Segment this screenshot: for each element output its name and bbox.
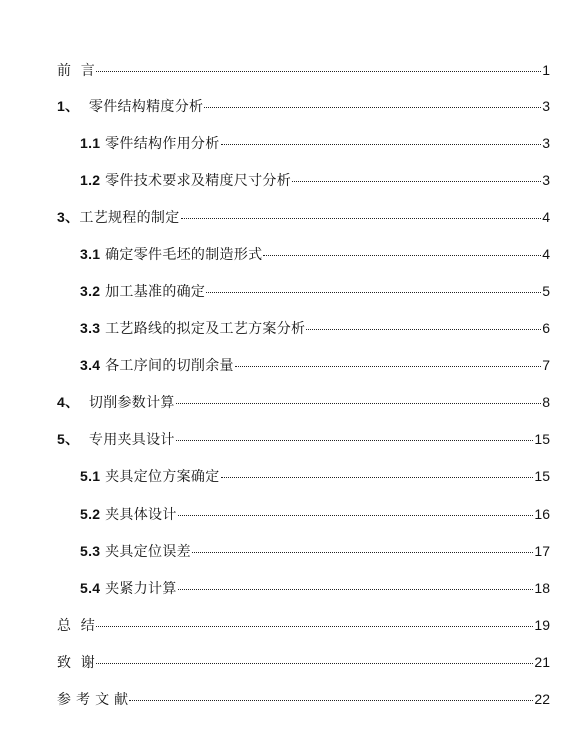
toc-entry-page: 7 <box>542 357 550 373</box>
toc-entry-text: 专用夹具设计 <box>79 432 175 448</box>
toc-entry-3[interactable] <box>57 207 550 227</box>
toc-entry-5-4[interactable] <box>80 578 550 598</box>
toc-entry-4[interactable] <box>57 392 550 412</box>
toc-entry-page: 4 <box>542 246 550 262</box>
toc-entry-3-2[interactable] <box>80 281 550 301</box>
toc-entry-title <box>80 281 205 302</box>
dot-leader <box>235 366 541 367</box>
toc-entry-preface[interactable] <box>57 60 550 80</box>
toc-entry-number: 5、 <box>57 431 80 447</box>
dot-leader <box>96 71 541 72</box>
toc-entry-acknowledgements[interactable] <box>57 652 550 672</box>
toc-entry-page: 18 <box>534 580 550 596</box>
toc-entry-text: 切削参数计算 <box>79 395 175 411</box>
toc-entry-page: 17 <box>534 543 550 559</box>
toc-entry-title <box>80 318 305 339</box>
toc-entry-title <box>80 133 220 154</box>
dot-leader <box>178 515 534 516</box>
toc-entry-title <box>80 578 177 599</box>
toc-entry-number: 5.2 <box>80 506 101 522</box>
dot-leader <box>178 589 534 590</box>
toc-entry-text: 零件结构精度分析 <box>79 99 204 115</box>
toc-entry-text: 夹具定位方案确定 <box>100 469 220 485</box>
toc-entry-5-2[interactable] <box>80 504 550 524</box>
toc-entry-text: 加工基准的确定 <box>100 284 206 300</box>
dot-leader <box>292 181 541 182</box>
toc-entry-number: 4、 <box>57 394 80 410</box>
toc-entry-page: 4 <box>542 209 550 225</box>
toc-entry-title <box>57 689 128 710</box>
toc-entry-page: 3 <box>542 172 550 188</box>
toc-entry-page: 15 <box>534 431 550 447</box>
dot-leader <box>263 255 541 256</box>
dot-leader <box>181 218 542 219</box>
toc-entry-text: 致 谢 <box>57 655 96 671</box>
toc-entry-text: 工艺路线的拟定及工艺方案分析 <box>100 321 306 337</box>
toc-entry-5-1[interactable] <box>80 466 550 486</box>
toc-entry-number: 1.2 <box>80 172 101 188</box>
toc-entry-text: 前 言 <box>57 63 96 79</box>
toc-entry-text: 夹紧力计算 <box>100 581 177 597</box>
toc-entry-number: 5.1 <box>80 468 101 484</box>
toc-entry-page: 5 <box>542 283 550 299</box>
toc-entry-page: 3 <box>542 98 550 114</box>
dot-leader <box>96 663 533 664</box>
toc-entry-1[interactable] <box>57 96 550 116</box>
toc-entry-number: 3、 <box>57 209 80 225</box>
dot-leader <box>96 626 533 627</box>
toc-entry-title <box>57 60 95 81</box>
toc-entry-number: 3.1 <box>80 246 101 262</box>
toc-entry-title <box>57 429 175 450</box>
toc-entry-title <box>80 504 177 525</box>
toc-entry-page: 16 <box>534 506 550 522</box>
toc-entry-number: 3.3 <box>80 320 101 336</box>
toc-entry-number: 1、 <box>57 98 80 114</box>
dot-leader <box>176 403 542 404</box>
toc-entry-title <box>80 170 291 191</box>
toc-entry-title <box>80 466 220 487</box>
toc-entry-title <box>80 355 234 376</box>
toc-entry-page: 8 <box>542 394 550 410</box>
toc-entry-page: 22 <box>534 691 550 707</box>
toc-entry-title <box>80 244 262 265</box>
toc-entry-number: 3.4 <box>80 357 101 373</box>
toc-entry-page: 6 <box>542 320 550 336</box>
toc-entry-5-3[interactable] <box>80 541 550 561</box>
dot-leader <box>192 552 533 553</box>
toc-entry-title <box>57 652 95 673</box>
toc-entry-text: 零件技术要求及精度尺寸分析 <box>100 173 292 189</box>
toc-entry-number: 5.3 <box>80 543 101 559</box>
toc-entry-text: 各工序间的切削余量 <box>100 358 234 374</box>
toc-entry-page: 1 <box>542 62 550 78</box>
toc-entry-text: 确定零件毛坯的制造形式 <box>100 247 263 263</box>
dot-leader <box>306 329 541 330</box>
toc-entry-text: 夹具定位误差 <box>100 544 191 560</box>
toc-entry-1-1[interactable] <box>80 133 550 153</box>
toc-entry-title <box>57 392 175 413</box>
toc-entry-title <box>57 96 203 117</box>
toc-entry-summary[interactable] <box>57 615 550 635</box>
dot-leader <box>206 292 541 293</box>
toc-entry-text: 工艺规程的制定 <box>79 210 180 226</box>
toc-entry-page: 15 <box>534 468 550 484</box>
toc-entry-title <box>80 541 191 562</box>
dot-leader <box>221 477 534 478</box>
toc-entry-number: 3.2 <box>80 283 101 299</box>
toc-entry-3-3[interactable] <box>80 318 550 338</box>
toc-entry-page: 19 <box>534 617 550 633</box>
toc-entry-1-2[interactable] <box>80 170 550 190</box>
dot-leader <box>221 144 542 145</box>
toc-entry-title <box>57 207 180 228</box>
toc-entry-number: 1.1 <box>80 135 101 151</box>
dot-leader <box>176 440 534 441</box>
toc-entry-3-4[interactable] <box>80 355 550 375</box>
dot-leader <box>129 700 533 701</box>
toc-entry-text: 总 结 <box>57 618 96 634</box>
toc-entry-5[interactable] <box>57 429 550 449</box>
toc-entry-text: 夹具体设计 <box>100 507 177 523</box>
toc-entry-page: 21 <box>534 654 550 670</box>
toc-entry-title <box>57 615 95 636</box>
toc-entry-3-1[interactable] <box>80 244 550 264</box>
toc-entry-text: 参 考 文 献 <box>57 692 129 708</box>
dot-leader <box>204 107 541 108</box>
toc-entry-page: 3 <box>542 135 550 151</box>
toc-entry-references[interactable] <box>57 689 550 709</box>
toc-entry-text: 零件结构作用分析 <box>100 136 220 152</box>
toc-entry-number: 5.4 <box>80 580 101 596</box>
